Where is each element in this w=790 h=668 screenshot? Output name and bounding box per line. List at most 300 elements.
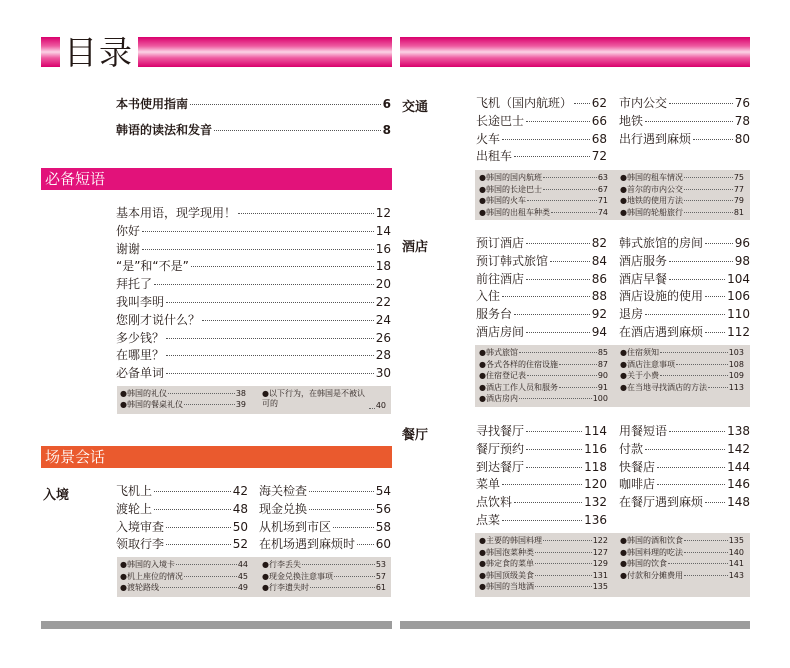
dot-leader [550, 261, 590, 262]
dot-leader [166, 302, 374, 303]
entry-page: 87 [597, 359, 608, 369]
toc-entry [476, 271, 607, 287]
entry-page: 129 [592, 559, 608, 568]
dot-leader [191, 266, 374, 267]
toc-entry [259, 536, 391, 552]
entry-title: 基本用语，现学现用！ [116, 206, 237, 220]
dot-leader [526, 431, 582, 432]
dot-leader [543, 189, 597, 190]
dot-leader [184, 576, 237, 577]
dot-leader [176, 564, 237, 565]
toc-entry [619, 494, 750, 510]
entry-title: ●韩国的餐桌礼仪 [120, 400, 183, 409]
entry-title: ●韩式旅馆 [479, 348, 518, 357]
entry-page: 30 [375, 366, 391, 381]
entry-page: 114 [584, 424, 607, 438]
entry-page: 18 [375, 259, 391, 274]
entry-title: ●韩国顶级美食 [479, 570, 534, 580]
entry-page: 28 [375, 348, 391, 363]
entry-title: 入住 [476, 289, 501, 304]
title-bar-right [400, 37, 750, 67]
entry-title: ●韩国的租车情况 [620, 173, 683, 182]
entry-title: ●行李遗失时 [262, 583, 309, 592]
toc-entry [476, 512, 607, 528]
entry-page: 45 [237, 571, 248, 581]
entry-page: 143 [728, 570, 744, 580]
entry-page: 38 [235, 389, 246, 398]
entry-page: 94 [591, 325, 607, 339]
toc-entry [476, 131, 607, 147]
entry-title: 在机场遇到麻烦时 [259, 537, 356, 552]
entry-title: ●韩国的长途巴士 [479, 184, 542, 194]
tip-entry [479, 536, 608, 546]
dot-leader [527, 375, 597, 376]
dot-leader [526, 332, 590, 333]
entry-title: 必备单词 [116, 366, 165, 381]
entry-page: 100 [592, 394, 608, 403]
toc-entry [619, 235, 750, 251]
tip-entry [479, 185, 608, 195]
tip-entry [479, 548, 608, 558]
entry-page: 103 [728, 348, 744, 357]
dot-leader [369, 408, 375, 409]
entry-page: 108 [728, 359, 744, 369]
entry-page: 120 [584, 477, 607, 492]
entry-page: 58 [375, 519, 391, 534]
entry-title: ●地铁的使用方法 [620, 196, 683, 205]
category-dining: 餐厅 [402, 428, 429, 443]
entry-title: 地铁 [619, 113, 644, 128]
dot-leader [669, 431, 725, 432]
dot-leader [154, 284, 374, 285]
entry-title: 本书使用指南 [116, 97, 189, 111]
entry-title: ●在当地寻找酒店的方法 [620, 382, 707, 392]
tip-entry [620, 348, 744, 358]
dot-leader [645, 449, 725, 450]
entry-title: 咖啡店 [619, 477, 656, 492]
entry-title: ●韩国的出租车种类 [479, 207, 550, 217]
category-entry: 入境 [43, 488, 70, 503]
dot-leader [693, 139, 733, 140]
tip-entry [262, 572, 386, 582]
dot-leader [184, 404, 235, 405]
entry-page: 88 [591, 289, 607, 304]
entry-title: 出行遇到麻烦 [619, 131, 692, 146]
entry-title: 入境审查 [116, 519, 165, 534]
entry-title: 前往酒店 [476, 271, 525, 286]
dot-leader [526, 243, 590, 244]
dot-leader [310, 587, 375, 588]
toc-entry [476, 148, 607, 164]
entry-page: 66 [591, 113, 607, 128]
dot-leader [514, 314, 590, 315]
toc-entry [476, 235, 607, 251]
entry-title: 点菜 [476, 513, 501, 527]
entry-page: 8 [382, 123, 391, 137]
entry-title: 服务台 [476, 307, 513, 322]
entry-page: 74 [597, 207, 608, 217]
entry-title: 长途巴士 [476, 113, 525, 128]
entry-page: 138 [727, 424, 750, 438]
toc-entry [619, 95, 750, 111]
toc-entry [116, 312, 391, 328]
tip-entry [262, 389, 386, 411]
dot-leader [154, 491, 231, 492]
dot-leader [535, 575, 592, 576]
tip-entry [620, 360, 744, 370]
entry-page: 116 [584, 441, 607, 456]
toc-entry [259, 501, 391, 517]
entry-title: ●渡轮路线 [120, 583, 159, 592]
dot-leader [543, 540, 592, 541]
tip-entry [479, 208, 608, 218]
entry-title: 拜托了 [116, 277, 153, 292]
tip-entry [262, 583, 386, 593]
entry-title: ●韩国的国内航班 [479, 173, 542, 182]
entry-page: 118 [584, 459, 607, 474]
entry-title: 渡轮上 [116, 501, 153, 516]
tip-entry [479, 348, 608, 358]
dot-leader [684, 189, 733, 190]
entry-page: 80 [734, 131, 750, 146]
toc-entry [116, 223, 391, 239]
toc-entry [619, 476, 750, 492]
entry-title: ●韩国泡菜种类 [479, 547, 534, 557]
toc-entry [116, 536, 248, 552]
entry-page: 68 [591, 131, 607, 146]
entry-page: 67 [597, 184, 608, 194]
tip-entry [620, 371, 744, 381]
entry-title: ●首尔的市内公交 [620, 184, 683, 194]
dot-leader [543, 177, 597, 178]
tip-entry [620, 383, 744, 393]
tip-entry [120, 560, 248, 570]
entry-page: 53 [375, 560, 386, 569]
dot-leader [166, 338, 374, 339]
dot-leader [526, 449, 582, 450]
dot-leader [684, 575, 728, 576]
tip-entry [120, 389, 246, 399]
dot-leader [142, 249, 374, 250]
entry-title: 餐厅预约 [476, 441, 525, 456]
entry-page: 6 [382, 97, 391, 111]
entry-page: 20 [375, 277, 391, 292]
dot-leader [684, 177, 733, 178]
entry-title: 在哪里？ [116, 348, 165, 363]
entry-page: 131 [592, 570, 608, 580]
entry-page: 104 [727, 271, 750, 286]
entry-page: 22 [375, 295, 391, 309]
entry-title: ●韩国的饮食 [620, 559, 667, 568]
entry-title: ●韩国的当地酒 [479, 582, 534, 591]
entry-title: 寻找餐厅 [476, 424, 525, 438]
dot-leader [684, 212, 733, 213]
dot-leader [502, 296, 590, 297]
entry-title: ●机上座位的情况 [120, 571, 183, 581]
entry-page: 81 [733, 207, 744, 217]
entry-page: 96 [734, 236, 750, 250]
toc-entry [476, 441, 607, 457]
entry-page: 14 [375, 223, 391, 238]
page-title: 目录 [60, 32, 138, 74]
entry-page: 63 [597, 173, 608, 182]
entry-title: 菜单 [476, 477, 501, 492]
entry-page: 78 [734, 113, 750, 128]
entry-title: ●韩国料理的吃法 [620, 547, 683, 557]
entry-page: 24 [375, 312, 391, 327]
entry-title: ●以下行为，在韩国是不被认可的 [262, 389, 365, 408]
tip-entry [479, 173, 608, 183]
toc-entry [116, 483, 248, 499]
toc-entry [259, 483, 391, 499]
dot-leader [708, 387, 728, 388]
entry-title: 酒店房间 [476, 325, 525, 339]
entry-title: 您刚才说什么？ [116, 312, 201, 327]
entry-title: 酒店服务 [619, 253, 668, 268]
entry-page: 40 [375, 401, 386, 410]
dot-leader [333, 527, 374, 528]
toc-entry [476, 95, 607, 111]
entry-page: 49 [237, 583, 248, 592]
dot-leader [154, 509, 231, 510]
entry-page: 26 [375, 330, 391, 345]
dot-leader [302, 564, 375, 565]
entry-page: 16 [375, 241, 391, 256]
section-bar-phrases: 必备短语 [41, 168, 392, 190]
toc-entry [116, 347, 391, 363]
dot-leader [705, 296, 725, 297]
entry-title: ●主要的韩国料理 [479, 536, 542, 545]
dot-leader [166, 544, 231, 545]
entry-page: 44 [237, 560, 248, 569]
entry-page: 42 [232, 484, 248, 498]
entry-title: “是”和“不是” [116, 259, 189, 274]
dot-leader [660, 375, 728, 376]
dot-leader [527, 200, 597, 201]
footer-bar-right [400, 621, 750, 629]
dot-leader [551, 212, 597, 213]
entry-page: 127 [592, 547, 608, 557]
entry-page: 54 [375, 484, 391, 498]
dot-leader [668, 563, 728, 564]
tip-entry [120, 583, 248, 593]
entry-page: 142 [727, 441, 750, 456]
tip-entry [479, 371, 608, 381]
dot-leader [535, 586, 592, 587]
dot-leader [645, 121, 733, 122]
footer-bar-left [41, 621, 392, 629]
entry-title: 多少钱？ [116, 330, 165, 345]
tip-entry [620, 548, 744, 558]
entry-page: 76 [734, 96, 750, 110]
tip-entry [479, 394, 608, 404]
dot-leader [519, 352, 597, 353]
entry-title: 到达餐厅 [476, 459, 525, 474]
dot-leader [502, 484, 582, 485]
dot-leader [190, 104, 381, 105]
entry-title: ●韩定食的菜单 [479, 559, 534, 568]
tip-entry [620, 571, 744, 581]
entry-page: 146 [727, 477, 750, 492]
toc-entry [619, 441, 750, 457]
dot-leader [657, 467, 725, 468]
dot-leader [684, 540, 728, 541]
tip-entry [479, 196, 608, 206]
entry-title: 我叫李明 [116, 295, 165, 309]
entry-page: 84 [591, 253, 607, 268]
toc-entry [116, 519, 248, 535]
tip-entry [479, 559, 608, 569]
toc-entry [619, 324, 750, 340]
entry-page: 92 [591, 307, 607, 322]
entry-page: 48 [232, 501, 248, 516]
entry-title: 在酒店遇到麻烦 [619, 325, 704, 339]
toc-entry [116, 258, 391, 274]
entry-page: 82 [591, 236, 607, 250]
entry-title: 在餐厅遇到麻烦 [619, 495, 704, 510]
entry-title: 从机场到市区 [259, 519, 332, 534]
dot-leader [309, 509, 374, 510]
dot-leader [309, 491, 374, 492]
dot-leader [502, 139, 590, 140]
entry-title: ●付款和分摊费用 [620, 570, 683, 580]
dot-leader [502, 520, 582, 521]
toc-entry [619, 253, 750, 269]
entry-page: 122 [592, 536, 608, 545]
entry-page: 61 [375, 583, 386, 592]
toc-entry [619, 306, 750, 322]
entry-title: ●行李丢失 [262, 560, 301, 569]
entry-page: 77 [733, 184, 744, 194]
dot-leader [684, 200, 733, 201]
entry-page: 60 [375, 537, 391, 552]
entry-title: ●韩国的火车 [479, 196, 526, 205]
tip-entry [479, 571, 608, 581]
tip-entry [479, 383, 608, 393]
entry-title: 谢谢 [116, 241, 141, 256]
tip-entry [620, 196, 744, 206]
toc-entry [116, 365, 391, 381]
entry-page: 90 [597, 371, 608, 380]
dot-leader [142, 231, 374, 232]
entry-title: 出租车 [476, 149, 513, 164]
entry-title: 现金兑换 [259, 501, 308, 516]
section-bar-scenes: 场景会话 [41, 446, 392, 468]
toc-entry [259, 519, 391, 535]
toc-entry [116, 330, 391, 346]
toc-entry [476, 306, 607, 322]
toc-entry [476, 113, 607, 129]
entry-page: 109 [728, 371, 744, 380]
toc-entry [476, 494, 607, 510]
dot-leader [166, 355, 374, 356]
entry-title: 预订酒店 [476, 236, 525, 250]
dot-leader [669, 261, 733, 262]
entry-title: 你好 [116, 223, 141, 238]
entry-page: 12 [375, 206, 391, 220]
dot-leader [166, 373, 374, 374]
entry-page: 132 [584, 495, 607, 510]
entry-title: 市内公交 [619, 96, 668, 110]
entry-page: 112 [727, 325, 750, 339]
toc-entry [476, 288, 607, 304]
dot-leader [660, 352, 728, 353]
toc-entry [116, 294, 391, 310]
dot-leader [645, 314, 725, 315]
tip-entry [620, 559, 744, 569]
entry-page: 62 [591, 96, 607, 110]
entry-title: 付款 [619, 441, 644, 456]
toc-entry [619, 288, 750, 304]
toc-entry [116, 205, 391, 221]
dot-leader [705, 243, 733, 244]
entry-page: 71 [597, 196, 608, 205]
entry-title: ●酒店注意事项 [620, 359, 675, 369]
dot-leader [238, 213, 374, 214]
toc-entry [116, 241, 391, 257]
entry-title: 飞机（国内航班） [476, 96, 573, 110]
tip-entry [479, 582, 608, 592]
entry-page: 136 [584, 513, 607, 527]
toc-entry [619, 271, 750, 287]
entry-title: ●韩国的酒和饮食 [620, 536, 683, 545]
entry-title: 点饮料 [476, 495, 513, 510]
entry-title: ●各式各样的住宿设施 [479, 359, 558, 369]
entry-title: 海关检查 [259, 484, 308, 498]
tip-entry [120, 572, 248, 582]
entry-page: 110 [727, 307, 750, 322]
entry-title: ●住宿须知 [620, 348, 659, 357]
dot-leader [535, 563, 592, 564]
entry-title: 韩式旅馆的房间 [619, 236, 704, 250]
toc-entry [116, 276, 391, 292]
toc-entry [476, 423, 607, 439]
entry-page: 141 [728, 559, 744, 568]
dot-leader [526, 121, 590, 122]
dot-leader [705, 332, 725, 333]
category-hotel: 酒店 [402, 240, 429, 255]
tip-entry [620, 185, 744, 195]
toc-entry [116, 96, 391, 112]
toc-entry [476, 324, 607, 340]
tip-entry [620, 208, 744, 218]
dot-leader [514, 502, 582, 503]
entry-page: 106 [727, 289, 750, 304]
entry-page: 140 [728, 547, 744, 557]
dot-leader [202, 320, 374, 321]
dot-leader [559, 387, 597, 388]
dot-leader [214, 130, 381, 131]
entry-title: ●韩国的礼仪 [120, 389, 167, 398]
entry-title: 酒店早餐 [619, 271, 668, 286]
dot-leader [657, 484, 725, 485]
toc-entry [116, 122, 391, 138]
entry-title: 酒店设施的使用 [619, 289, 704, 304]
entry-page: 135 [728, 536, 744, 545]
entry-page: 144 [727, 459, 750, 474]
dot-leader [166, 527, 231, 528]
tip-entry [120, 400, 246, 410]
toc-entry [619, 423, 750, 439]
toc-entry [116, 501, 248, 517]
dot-leader [684, 552, 728, 553]
entry-title: 预订韩式旅馆 [476, 253, 549, 268]
dot-leader [669, 279, 725, 280]
entry-title: 火车 [476, 131, 501, 146]
dot-leader [526, 279, 590, 280]
entry-page: 75 [733, 173, 744, 182]
toc-entry [619, 459, 750, 475]
